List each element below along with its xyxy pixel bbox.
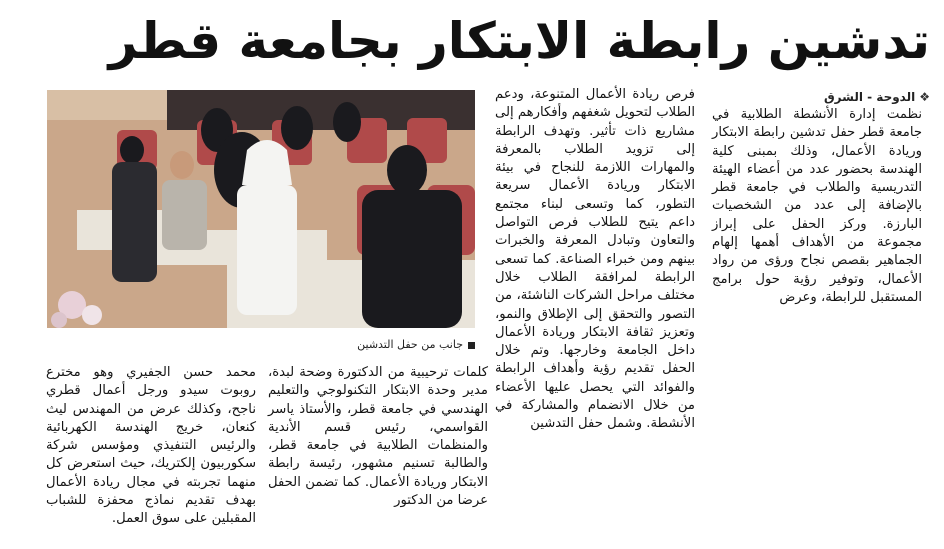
photo-caption [250, 338, 475, 351]
diamond-bullet-icon: ❖ [919, 90, 930, 104]
headline: تدشين رابطة الابتكار بجامعة قطر [108, 12, 930, 70]
article-paragraph: محمد حسن الجفيري وهو مخترع روبوت سيدو ورجل أعمال قطري ناجح، وكذلك عرض من المهندس ليث كنعان، خريج الهندسة الكهربائية والرئيس التنفيذي ومؤسس شركة سكوربيون إلكتريك، حيث استعرض كل منهما تجربته في مجال ريادة الأعمال بهدف تقديم نماذج محفزة للشباب المقبلين على سوق العمل. [46, 365, 256, 527]
square-bullet-icon [468, 342, 475, 349]
event-photo [47, 90, 475, 328]
article-column-1 [712, 106, 922, 307]
dateline [720, 90, 930, 104]
article-paragraph: نظمت إدارة الأنشطة الطلابية في جامعة قطر حفل تدشين رابطة الابتكار وريادة الأعمال، وذلك بمبنى كلية الهندسة بحضور عدد من أعضاء الهيئة التدريسية والطلاب في جامعة قطر بالإضافة إلى عدد من الشخصيات البارزة. وركز الحفل على إبراز مجموعة من الأهداف أهمها إلهام الجماهير بقصص نجاح ورؤى من رواد الأعمال، وتوفير رؤية حول برامج المستقبل للرابطة، وعرض [712, 107, 922, 305]
article-column-2 [495, 86, 695, 434]
event-photo-illustration [47, 90, 475, 328]
article-column-3 [268, 364, 488, 510]
photo-caption-text: جانب من حفل التدشين [357, 338, 463, 351]
article-column-4 [46, 364, 256, 529]
dateline-text: الدوحة - الشرق [823, 90, 916, 104]
article-paragraph: فرص ريادة الأعمال المتنوعة، ودعم الطلاب لتحويل شغفهم وأفكارهم إلى مشاريع ذات تأثير. وتهدف الرابطة إلى تزويد الطلاب بالمعرفة والمهارات اللازمة للنجاح في بيئة الابتكار وريادة الأعمال سريعة التطور، كما وتسعى لبناء مجتمع داعم يتيح للطلاب فرص التواصل والتعاون وتبادل المعرفة والخبرات بينهم ومن خبراء الصناعة. كما تسعى الرابطة لمرافقة الطلاب خلال مختلف مراحل الشركات الناشئة، من التصور والتحقق إلى الإطلاق والنمو، وتعزيز ثقافة الابتكار وريادة الأعمال داخل الجامعة وخارجها. وتم خلال الحفل تقديم رؤية وأهداف الرابطة والفوائد التي يحصل عليها الأعضاء من خلال الانضمام والمشاركة في الأنشطة. وشمل حفل التدشين [495, 87, 695, 432]
article-paragraph: كلمات ترحيبية من الدكتورة وضحة لبدة، مدير وحدة الابتكار التكنولوجي والتعليم الهندسي في جامعة قطر، والأستاذ ياسر القواسمي، رئيس قسم الأندية والمنظمات الطلابية في جامعة قطر، والطالبة تسنيم مشهور، رئيسة رابطة الابتكار وريادة الأعمال. كما تضمن الحفل عرضا من الدكتور [268, 365, 488, 509]
